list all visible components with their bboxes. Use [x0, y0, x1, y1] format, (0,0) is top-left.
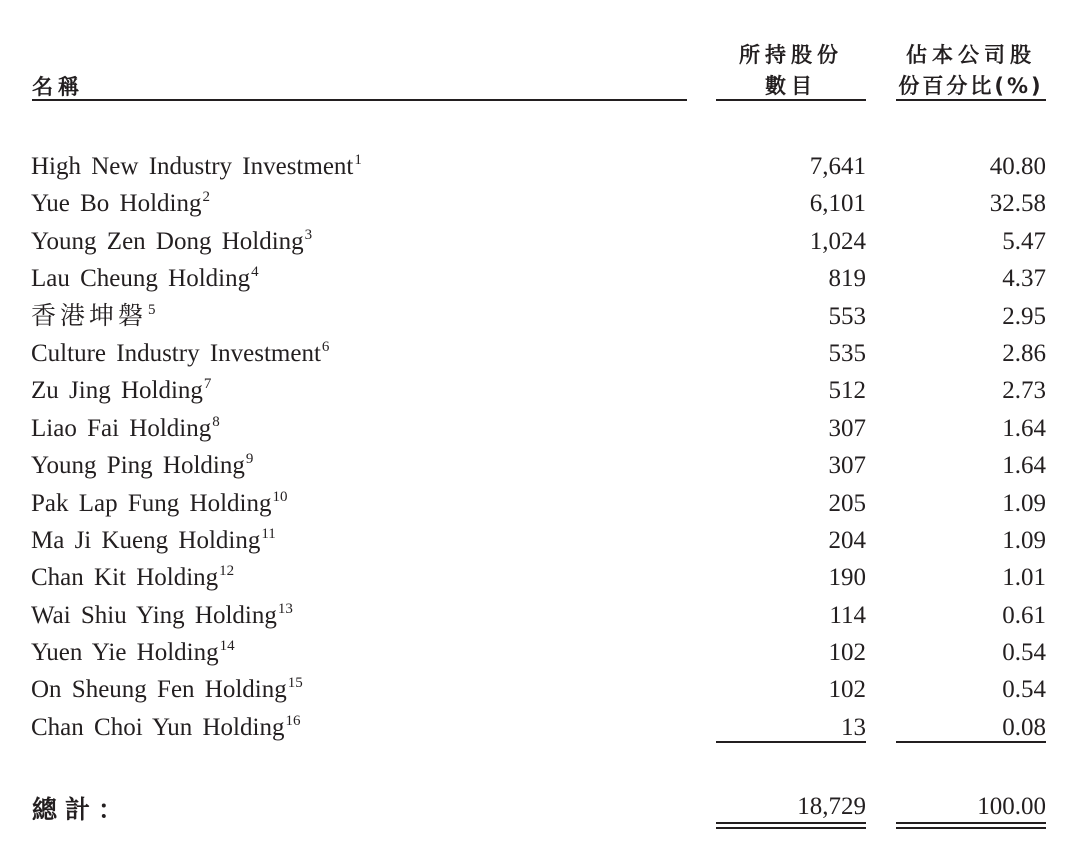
percentage-cell: 32.58 — [989, 190, 1046, 218]
percentage-cell: 1.64 — [1002, 452, 1046, 480]
shareholder-name-cell — [31, 335, 329, 376]
table-row — [0, 522, 1077, 559]
footnote-marker: 6 — [321, 338, 330, 355]
shareholder-name-cell — [31, 223, 312, 264]
table-row — [0, 335, 1077, 372]
footnote-marker: 10 — [272, 488, 288, 505]
shareholder-name: Young Ping Holding — [31, 452, 245, 480]
percentage-cell: 1.09 — [1002, 489, 1046, 517]
table-row — [0, 148, 1077, 185]
table-row — [0, 485, 1077, 522]
shares-held-cell: 512 — [828, 377, 866, 405]
footnote-marker: 13 — [277, 600, 293, 617]
footnote-marker: 14 — [219, 638, 235, 655]
percentage-cell: 0.61 — [1002, 601, 1046, 629]
shareholding-table-body — [0, 148, 1077, 746]
shareholder-name-cell — [31, 597, 293, 638]
column-header-shares — [716, 40, 866, 102]
total-double-rule-percentage-bottom — [896, 827, 1046, 829]
column-header-shares-line1: 所持股份 — [739, 43, 843, 67]
shares-held-cell: 819 — [828, 265, 866, 293]
percentage-cell: 2.73 — [1002, 377, 1046, 405]
footnote-marker: 7 — [203, 376, 212, 393]
footnote-marker: 15 — [287, 675, 303, 692]
percentage-cell: 0.08 — [1002, 713, 1046, 741]
percentage-cell: 1.01 — [1002, 564, 1046, 592]
total-shares: 18,729 — [797, 793, 866, 820]
percentage-cell: 40.80 — [989, 153, 1046, 180]
table-row — [0, 447, 1077, 484]
footnote-marker: 11 — [261, 525, 276, 542]
shareholder-name-cell — [31, 709, 300, 750]
header-rule-name — [32, 99, 687, 101]
percentage-cell: 2.86 — [1002, 339, 1046, 367]
shares-held-cell: 102 — [828, 676, 866, 704]
footnote-marker: 16 — [285, 712, 301, 729]
shareholder-name: Liao Fai Holding — [31, 414, 212, 442]
shareholder-name-cell — [31, 148, 362, 189]
table-row — [0, 223, 1077, 260]
footnote-marker: 4 — [251, 264, 259, 281]
column-header-name: 名稱 — [32, 75, 84, 99]
table-row — [0, 185, 1077, 222]
total-percentage: 100.00 — [977, 793, 1046, 820]
shareholder-name-cell — [31, 671, 303, 712]
shares-held-cell: 204 — [828, 526, 866, 554]
total-double-rule-percentage-top — [896, 822, 1046, 824]
table-row — [0, 298, 1077, 335]
table-row — [0, 634, 1077, 671]
shares-held-cell: 190 — [828, 564, 866, 592]
total-double-rule-shares-top — [716, 822, 866, 824]
shares-held-cell: 13 — [841, 713, 866, 741]
table-row — [0, 410, 1077, 447]
shareholder-name-cell — [31, 260, 259, 301]
shares-held-cell: 553 — [828, 302, 866, 330]
header-rule-shares — [716, 99, 866, 101]
shareholder-name: 香港坤磐 — [31, 302, 148, 330]
column-header-shares-line2: 數目 — [765, 74, 817, 98]
table-row — [0, 559, 1077, 596]
percentage-cell: 0.54 — [1002, 639, 1046, 667]
shareholder-name: Chan Kit Holding — [31, 564, 219, 592]
shareholder-name-cell — [31, 522, 276, 563]
shareholder-name: Yue Bo Holding — [31, 190, 202, 218]
shares-held-cell: 6,101 — [809, 190, 866, 218]
shares-held-cell: 307 — [828, 452, 866, 480]
total-double-rule-shares-bottom — [716, 827, 866, 829]
column-header-percentage-line2: 份百分比(%) — [898, 74, 1044, 98]
percentage-cell: 1.64 — [1002, 414, 1046, 442]
footnote-marker: 12 — [219, 563, 235, 580]
shares-held-cell: 205 — [828, 489, 866, 517]
shareholder-name-cell — [31, 298, 156, 339]
column-header-percentage — [896, 40, 1046, 102]
shareholder-name: Lau Cheung Holding — [31, 265, 251, 293]
shareholder-name-cell — [31, 447, 253, 488]
shareholder-name: Zu Jing Holding — [31, 377, 203, 405]
shareholder-name-cell — [31, 559, 234, 600]
footnote-marker: 1 — [354, 152, 362, 168]
shareholder-name: Pak Lap Fung Holding — [31, 489, 272, 517]
header-rule-percentage — [896, 99, 1046, 101]
shareholder-name: High New Industry Investment — [31, 153, 354, 180]
shareholder-name: On Sheung Fen Holding — [31, 676, 287, 704]
shareholder-name-cell — [31, 372, 211, 413]
shareholder-name: Wai Shiu Ying Holding — [31, 601, 277, 629]
footnote-marker: 8 — [212, 413, 220, 430]
subtotal-rule-percentage — [896, 741, 1046, 743]
percentage-cell: 1.09 — [1002, 526, 1046, 554]
table-row — [0, 671, 1077, 708]
table-row — [0, 597, 1077, 634]
shareholder-name: Young Zen Dong Holding — [31, 227, 304, 255]
footnote-marker: 3 — [304, 226, 313, 243]
total-label: 總計： — [32, 795, 132, 824]
shareholder-name-cell — [31, 185, 210, 226]
shareholder-name: Culture Industry Investment — [31, 339, 321, 367]
shares-held-cell: 1,024 — [809, 227, 866, 255]
footnote-marker: 5 — [148, 301, 156, 318]
shares-held-cell: 307 — [828, 414, 866, 442]
shareholder-name-cell — [31, 410, 220, 451]
shareholder-name: Ma Ji Kueng Holding — [31, 526, 261, 554]
shareholder-name: Yuen Yie Holding — [31, 639, 219, 667]
table-row — [0, 260, 1077, 297]
percentage-cell: 2.95 — [1002, 302, 1046, 330]
shares-held-cell: 7,641 — [809, 153, 866, 180]
footnote-marker: 2 — [202, 189, 210, 206]
shareholder-name-cell — [31, 634, 235, 675]
percentage-cell: 5.47 — [1002, 227, 1046, 255]
shares-held-cell: 114 — [829, 601, 866, 629]
column-header-percentage-line1: 佔本公司股 — [906, 43, 1036, 67]
shareholder-name-cell — [31, 485, 287, 526]
shares-held-cell: 102 — [828, 639, 866, 667]
shares-held-cell: 535 — [828, 339, 866, 367]
subtotal-rule-shares — [716, 741, 866, 743]
percentage-cell: 0.54 — [1002, 676, 1046, 704]
footnote-marker: 9 — [245, 451, 254, 468]
percentage-cell: 4.37 — [1002, 265, 1046, 293]
shareholder-name: Chan Choi Yun Holding — [31, 713, 285, 741]
table-row — [0, 372, 1077, 409]
